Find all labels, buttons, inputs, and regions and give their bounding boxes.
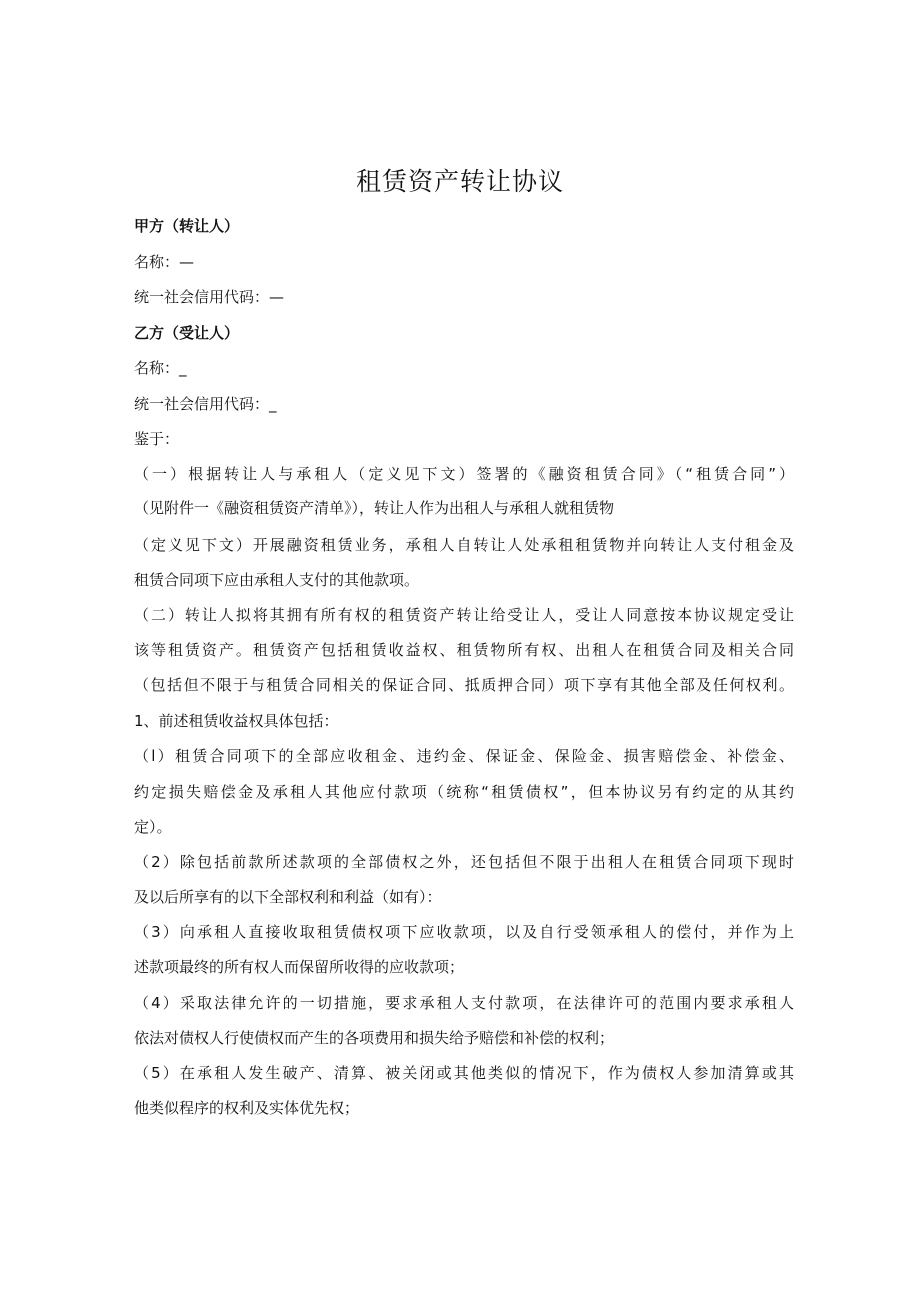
whereas-label: 鉴于： bbox=[134, 430, 180, 448]
party-a-heading: 甲方（转让人） bbox=[134, 217, 240, 235]
body-line: 他类似程序的权利及实体优先权； bbox=[134, 1099, 360, 1117]
body-line: （5）在承租人发生破产、清算、被关闭或其他类似的情况下，作为债权人参加清算或其 bbox=[134, 1064, 794, 1082]
party-b-name: 名称：_ bbox=[134, 359, 187, 377]
body-line: 1、前述租赁收益权具体包括： bbox=[134, 712, 339, 730]
body-line: 约定损失赔偿金及承租人其他应付款项（统称“租赁债权”，但本协议另有约定的从其约 bbox=[134, 783, 794, 801]
party-a-name: 名称：— bbox=[134, 253, 195, 271]
party-a-credit-code: 统一社会信用代码：— bbox=[134, 288, 285, 306]
body-line: 述款项最终的所有权人而保留所收得的应收款项； bbox=[134, 958, 465, 976]
body-line: （包括但不限于与租赁合同相关的保证合同、抵质押合同）项下享有其他全部及任何权利。 bbox=[134, 676, 794, 694]
body-line: （一）根据转让人与承租人（定义见下文）签署的《融资租赁合同》（“租赁合同”） bbox=[134, 465, 794, 483]
body-line: （定义见下文）开展融资租赁业务，承租人自转让人处承租租赁物并向转让人支付租金及 bbox=[134, 536, 794, 554]
body-line: （3）向承租人直接收取租赁债权项下应收款项，以及自行受领承租人的偿付，并作为上 bbox=[134, 923, 794, 941]
body-line: （l）租赁合同项下的全部应收租金、违约金、保证金、保险金、损害赔偿金、补偿金、 bbox=[134, 747, 794, 765]
body-line: （二）转让人拟将其拥有所有权的租赁资产转让给受让人，受让人同意按本协议规定受让 bbox=[134, 606, 794, 624]
body-line: （见附件一《融资租赁资产清单》），转让人作为出租人与承租人就租赁物 bbox=[134, 499, 615, 517]
party-b-heading: 乙方（受让人） bbox=[134, 324, 240, 342]
party-b-credit-code: 统一社会信用代码：_ bbox=[134, 395, 277, 413]
body-line: 该等租赁资产。租赁资产包括租赁收益权、租赁物所有权、出租人在租赁合同及相关合同 bbox=[134, 641, 794, 659]
body-line: 及以后所享有的以下全部权利和利益（如有）： bbox=[134, 888, 442, 906]
body-line: 租赁合同项下应由承租人支付的其他款项。 bbox=[134, 571, 420, 589]
document-title: 租赁资产转让协议 bbox=[355, 167, 564, 196]
body-line: 定）。 bbox=[134, 818, 172, 836]
body-line: （4）采取法律允许的一切措施，要求承租人支付款项，在法律许可的范围内要求承租人 bbox=[134, 994, 794, 1012]
body-line: 依法对债权人行使债权而产生的各项费用和损失给予赔偿和补偿的权利； bbox=[134, 1029, 615, 1047]
body-line: （2）除包括前款所述款项的全部债权之外，还包括但不限于出租人在租赁合同项下现时 bbox=[134, 853, 794, 871]
